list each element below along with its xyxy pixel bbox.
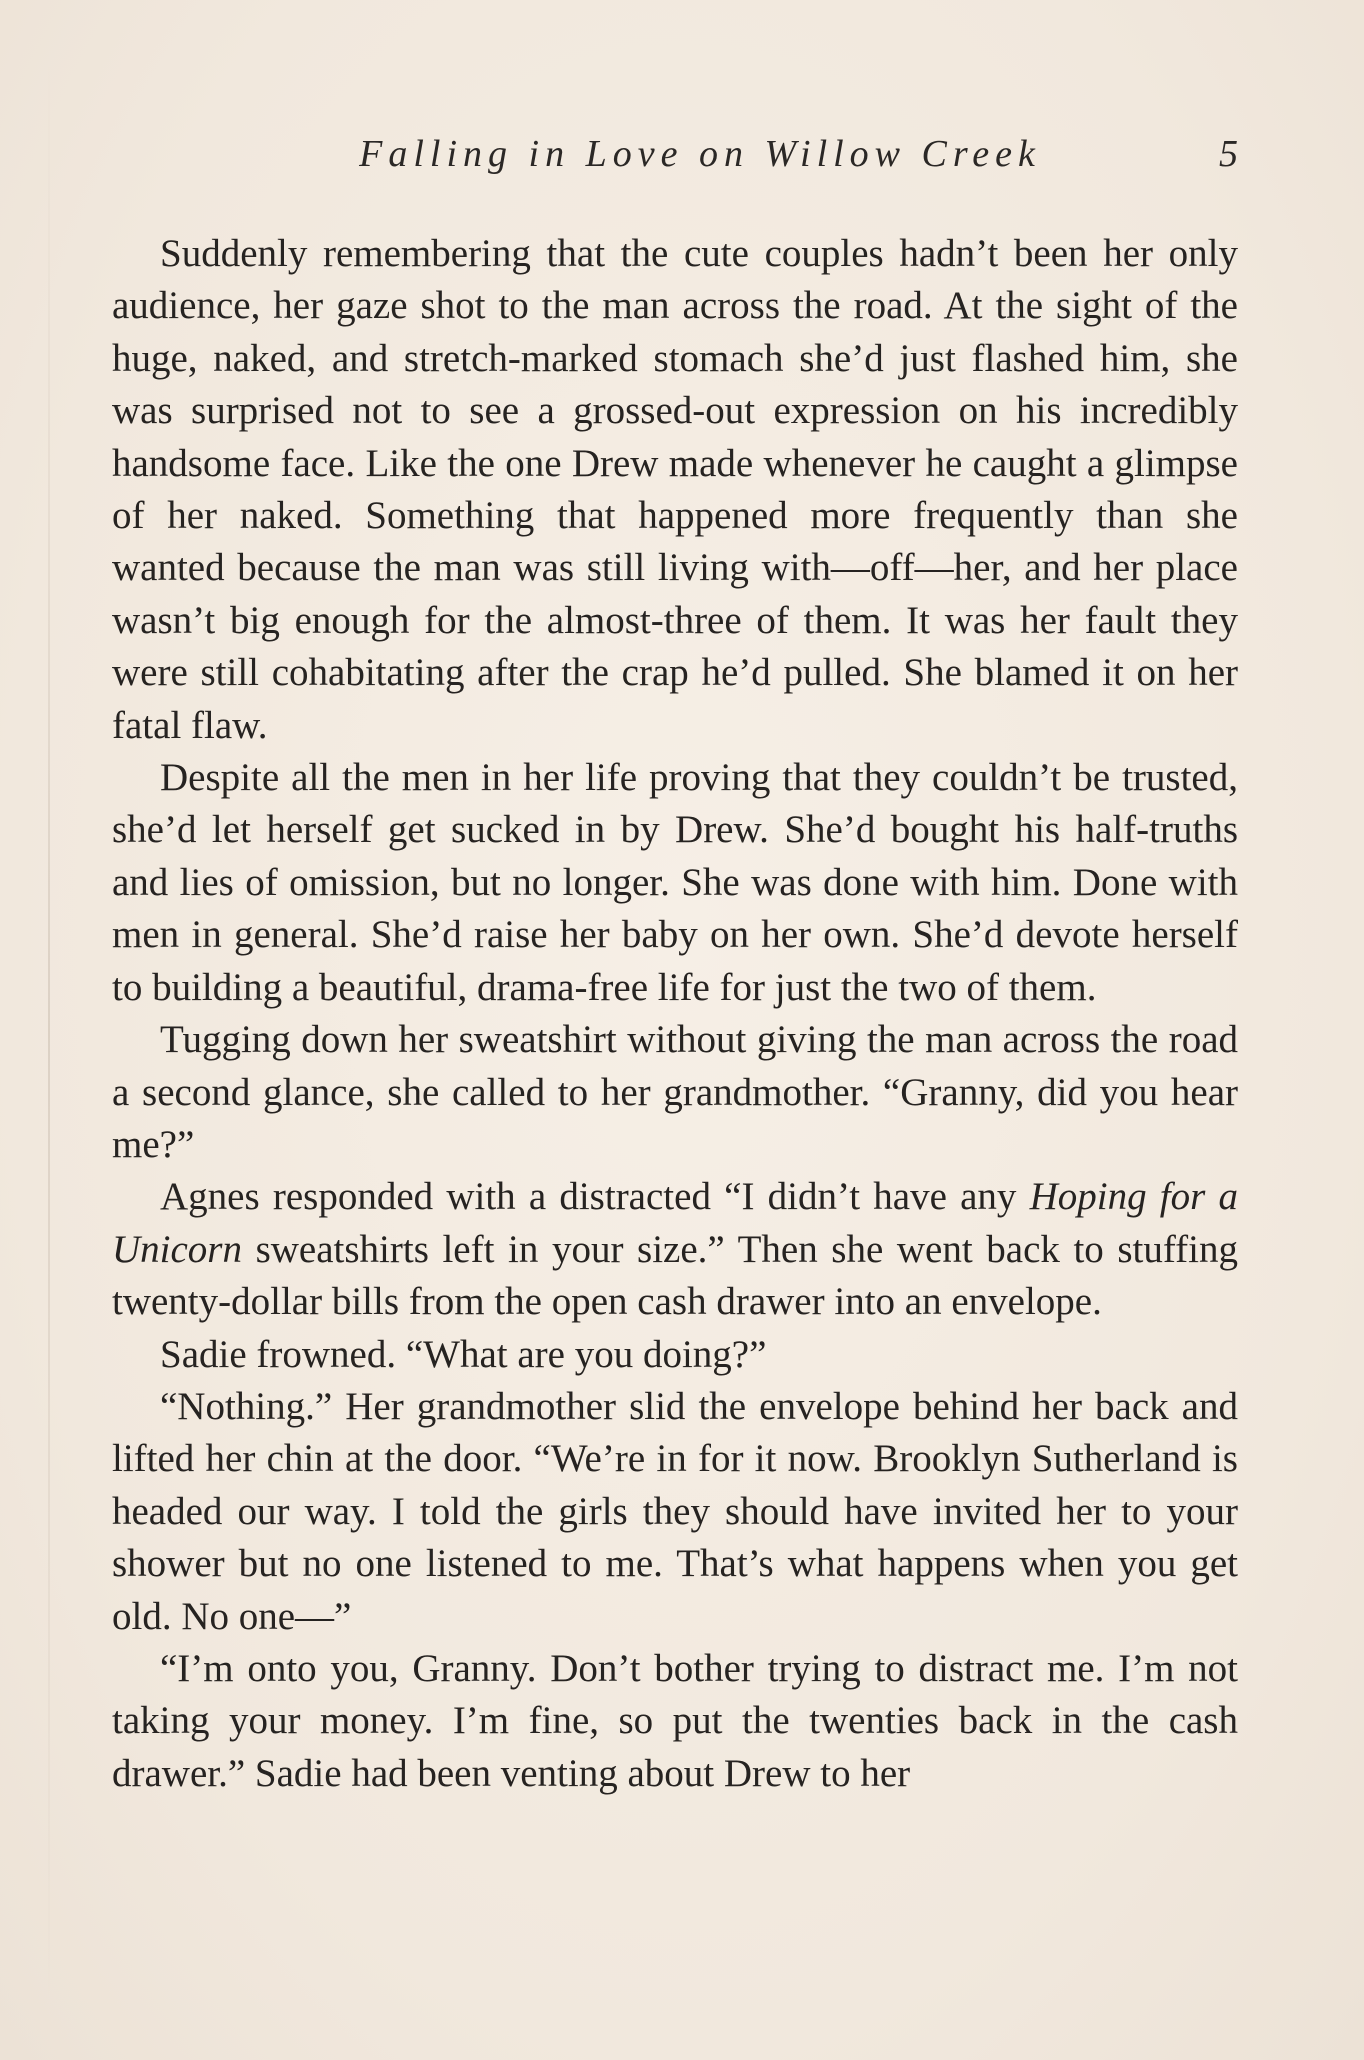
paragraph: Tugging down her sweatshirt without giving the man across the road a second glance, she called to her grandmother. “Granny, did you hear me?”	[112, 1018, 1238, 1166]
page-fold-shadow	[48, 60, 50, 2000]
book-title-italic: Hoping for a Unicorn	[112, 1175, 1238, 1271]
paragraph: “I’m onto you, Granny. Don’t bother trying to distract me. I’m not taking your money. I’m fine, so put the twenties back in the cash drawer.” Sadie had been venting about Drew to her	[112, 1646, 1238, 1795]
running-title: Falling in Love on Willow Creek	[359, 133, 1041, 175]
paragraph-text: sweatshirts left in your size.” Then she went back to stuffing twenty-dollar bills from the open cash drawer into an envelope.	[112, 1227, 1238, 1324]
paragraph-text: Agnes responded with a distracted “I didn’t have any	[160, 1175, 1030, 1219]
paragraph: Sadie frowned. “What are you doing?”	[160, 1332, 767, 1376]
paragraph: Suddenly remembering that the cute couples hadn’t been her only audience, her gaze shot to the man across the road. At the sight of the huge, naked, and stretch-marked stomach she’d just flashed him, she was surprised not to see a grossed-out expression on his incredibly handsome face. Like the one Drew made whenever he caught a glimpse of her naked. Something that happened more frequently than she wanted because the man was still living with—off—her, and her place wasn’t big enough for the almost-three of them. It was her fault they were still cohabitating after the crap he’d pulled. She blamed it on her fatal flaw.	[112, 232, 1238, 747]
body-text	[112, 228, 1238, 1800]
paragraph	[112, 1171, 1238, 1328]
page-number: 5	[1219, 133, 1238, 175]
paragraph: “Nothing.” Her grandmother slid the envelope behind her back and lifted her chin at the door. “We’re in for it now. Brooklyn Sutherland is headed our way. I told the girls they should have invited her to your shower but no one listened to me. That’s what happens when you get old. No one—”	[112, 1384, 1238, 1638]
running-header	[112, 132, 1238, 186]
paragraph: Despite all the men in her life proving that they couldn’t be trusted, she’d let herself get sucked in by Drew. She’d bought his half-truths and lies of omission, but no longer. She was done with him. Done with men in general. She’d raise her baby on her own. She’d devote herself to building a beautiful, drama-free life for just the two of them.	[112, 756, 1238, 1009]
